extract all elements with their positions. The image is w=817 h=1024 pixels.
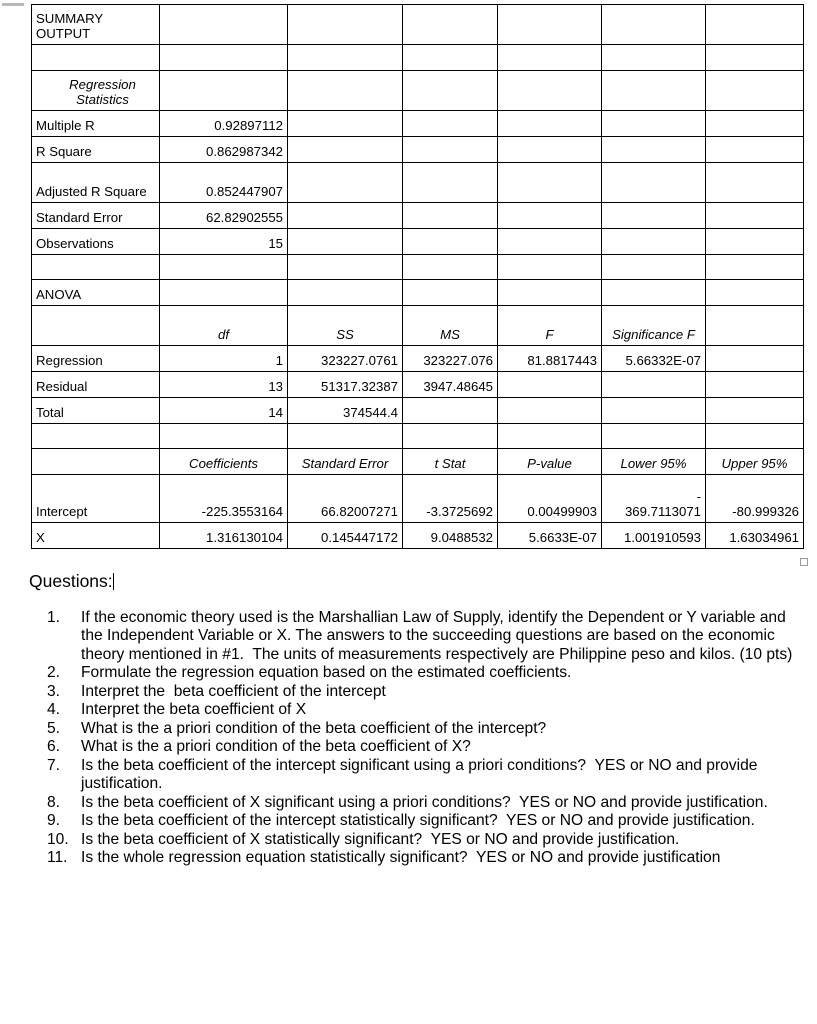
empty-cell[interactable]: [288, 424, 403, 449]
anova-f[interactable]: [498, 372, 602, 398]
regression-output-table[interactable]: [31, 4, 804, 549]
table-row-anova-regression: [32, 346, 804, 372]
anova-f[interactable]: [498, 398, 602, 424]
table-row-observations: [32, 229, 804, 255]
empty-cell[interactable]: [498, 424, 602, 449]
empty-cell[interactable]: [498, 5, 602, 45]
empty-cell[interactable]: [498, 255, 602, 280]
list-item: [29, 831, 809, 849]
table-row-anova-total: [32, 398, 804, 424]
table-row-anova-label: [32, 280, 804, 306]
empty-cell[interactable]: [403, 255, 498, 280]
empty-cell[interactable]: [403, 424, 498, 449]
empty-cell[interactable]: [288, 163, 403, 203]
list-item: [29, 738, 809, 756]
empty-cell[interactable]: [706, 71, 804, 111]
question-text: Is the beta coefficient of the intercept statistically significant? YES or NO and provide justification.: [81, 812, 755, 830]
question-number: 7.: [47, 756, 61, 774]
empty-cell[interactable]: [498, 71, 602, 111]
stat-value[interactable]: 15: [160, 229, 288, 255]
question-text: Interpret the beta coefficient of the intercept: [81, 682, 386, 700]
summary-output-line-2: OUTPUT: [36, 26, 91, 42]
empty-cell[interactable]: [706, 398, 804, 424]
coef-header-coefficients[interactable]: Coefficients: [160, 449, 288, 475]
empty-cell[interactable]: [160, 280, 288, 306]
empty-cell[interactable]: [602, 71, 706, 111]
empty-cell[interactable]: [32, 45, 160, 71]
empty-cell[interactable]: [706, 45, 804, 71]
anova-label[interactable]: ANOVA: [32, 280, 160, 306]
anova-header-ss[interactable]: SS: [288, 306, 403, 346]
summary-output-cell[interactable]: [32, 5, 160, 45]
stat-value[interactable]: 0.852447907: [160, 163, 288, 203]
empty-cell[interactable]: [498, 111, 602, 137]
empty-cell[interactable]: [288, 45, 403, 71]
table-row-multiple-r: [32, 111, 804, 137]
question-number: 6.: [47, 738, 61, 756]
empty-cell[interactable]: [602, 137, 706, 163]
empty-cell[interactable]: [288, 255, 403, 280]
empty-cell[interactable]: [602, 255, 706, 280]
table-row-spacer: [32, 424, 804, 449]
coef-standard-error[interactable]: 0.145447172: [288, 523, 403, 549]
empty-cell[interactable]: [706, 424, 804, 449]
anova-df[interactable]: 14: [160, 398, 288, 424]
question-number: 8.: [47, 793, 61, 811]
significance-f-label: Significance F: [612, 327, 695, 343]
question-number: 1.: [47, 608, 61, 626]
table-resize-handle[interactable]: [800, 558, 808, 566]
empty-cell[interactable]: [602, 424, 706, 449]
coef-lower-95-minus-sign: -: [696, 488, 701, 504]
coef-lower-95[interactable]: 1.001910593: [602, 523, 706, 549]
coef-term[interactable]: X: [32, 523, 160, 549]
empty-cell[interactable]: [32, 424, 160, 449]
question-text: Interpret the beta coefficient of X: [81, 701, 307, 719]
table-row-standard-error: [32, 203, 804, 229]
list-item: [29, 701, 809, 719]
empty-cell[interactable]: [403, 203, 498, 229]
stat-value[interactable]: 0.862987342: [160, 137, 288, 163]
list-item: [29, 609, 809, 664]
coef-header-upper-95[interactable]: Upper 95%: [706, 449, 804, 475]
empty-cell[interactable]: [706, 203, 804, 229]
coef-standard-error[interactable]: 66.82007271: [288, 475, 403, 523]
empty-cell[interactable]: [403, 229, 498, 255]
anova-header-f[interactable]: F: [498, 306, 602, 346]
anova-ms[interactable]: [403, 398, 498, 424]
coef-coefficient[interactable]: -225.3553164: [160, 475, 288, 523]
question-text: If the economic theory used is the Marshallian Law of Supply, identify the Dependent or Y variable and the Independent Variable or X. The answers to the succeeding questions are based on the economic theory mentioned in #1. The units of measurements respectively are Philippine peso and kilos. (10 pts): [81, 608, 793, 663]
empty-cell[interactable]: [288, 137, 403, 163]
coef-lower-95-digits: 369.7113071: [624, 504, 701, 520]
question-text: What is the a priori condition of the beta coefficient of X?: [81, 738, 471, 756]
question-text: Is the beta coefficient of X significant using a priori conditions? YES or NO and provide justification.: [81, 793, 768, 811]
empty-cell[interactable]: [602, 45, 706, 71]
anova-df[interactable]: 13: [160, 372, 288, 398]
empty-cell[interactable]: [160, 424, 288, 449]
empty-cell[interactable]: [498, 163, 602, 203]
anova-significance-f[interactable]: [602, 398, 706, 424]
table-row-anova-residual: [32, 372, 804, 398]
empty-cell[interactable]: [498, 229, 602, 255]
question-number: 2.: [47, 664, 61, 682]
empty-cell[interactable]: [160, 71, 288, 111]
coef-t-stat[interactable]: 9.0488532: [403, 523, 498, 549]
anova-source[interactable]: Regression: [32, 346, 160, 372]
regression-statistics-label: Regression Statistics: [69, 76, 136, 108]
stat-value[interactable]: 0.92897112: [160, 111, 288, 137]
empty-cell[interactable]: [706, 346, 804, 372]
empty-cell[interactable]: [498, 137, 602, 163]
regression-statistics-header-cell[interactable]: [32, 71, 160, 111]
empty-cell[interactable]: [32, 449, 160, 475]
empty-cell[interactable]: [160, 255, 288, 280]
anova-header-df[interactable]: df: [160, 306, 288, 346]
page-edge-marker: [2, 3, 24, 6]
empty-cell[interactable]: [706, 5, 804, 45]
list-item: [29, 720, 809, 738]
empty-cell[interactable]: [288, 5, 403, 45]
anova-significance-f[interactable]: [602, 372, 706, 398]
anova-df[interactable]: 1: [160, 346, 288, 372]
questions-list: [29, 609, 809, 868]
question-number: 3.: [47, 682, 61, 700]
table-row-coefficient-intercept: [32, 475, 804, 523]
empty-cell[interactable]: [706, 280, 804, 306]
anova-ss[interactable]: 374544.4: [288, 398, 403, 424]
empty-cell[interactable]: [706, 137, 804, 163]
anova-source[interactable]: Residual: [32, 372, 160, 398]
empty-cell[interactable]: [403, 137, 498, 163]
empty-cell[interactable]: [602, 163, 706, 203]
empty-cell[interactable]: [403, 163, 498, 203]
question-text: Is the whole regression equation statistically significant? YES or NO and provide justification: [81, 848, 721, 866]
anova-ss[interactable]: 323227.0761: [288, 346, 403, 372]
table-row-anova-headers: [32, 306, 804, 346]
table-row-spacer: [32, 255, 804, 280]
table-row-spacer: [32, 45, 804, 71]
coef-upper-95[interactable]: 1.63034961: [706, 523, 804, 549]
list-item: [29, 794, 809, 812]
questions-heading-label: Questions:: [29, 571, 113, 591]
empty-cell[interactable]: [706, 111, 804, 137]
stat-label[interactable]: Standard Error: [32, 203, 160, 229]
coef-lower-95[interactable]: [602, 475, 706, 523]
list-item: [29, 812, 809, 830]
empty-cell[interactable]: [403, 5, 498, 45]
empty-cell[interactable]: [288, 203, 403, 229]
coef-upper-95[interactable]: -80.999326: [706, 475, 804, 523]
empty-cell[interactable]: [403, 45, 498, 71]
empty-cell[interactable]: [288, 280, 403, 306]
question-text: What is the a priori condition of the beta coefficient of the intercept?: [81, 719, 547, 737]
questions-section: [29, 571, 809, 867]
stat-label[interactable]: R Square: [32, 137, 160, 163]
question-number: 10.: [47, 830, 69, 848]
anova-ms[interactable]: 323227.076: [403, 346, 498, 372]
empty-cell[interactable]: [602, 5, 706, 45]
coef-header-standard-error[interactable]: Standard Error: [288, 449, 403, 475]
question-number: 9.: [47, 812, 61, 830]
questions-heading: [29, 571, 114, 593]
anova-f[interactable]: 81.8817443: [498, 346, 602, 372]
anova-ms[interactable]: 3947.48645: [403, 372, 498, 398]
empty-cell[interactable]: [602, 280, 706, 306]
empty-cell[interactable]: [706, 229, 804, 255]
coef-header-lower-95[interactable]: Lower 95%: [602, 449, 706, 475]
question-number: 5.: [47, 719, 61, 737]
question-text: Formulate the regression equation based on the estimated coefficients.: [81, 664, 572, 682]
list-item: [29, 757, 809, 794]
text-cursor-caret: [113, 573, 115, 590]
empty-cell[interactable]: [498, 45, 602, 71]
empty-cell[interactable]: [288, 229, 403, 255]
stat-label[interactable]: Observations: [32, 229, 160, 255]
stat-value[interactable]: 62.82902555: [160, 203, 288, 229]
anova-source[interactable]: Total: [32, 398, 160, 424]
anova-header-significance-f[interactable]: [602, 306, 706, 346]
coef-p-value[interactable]: 0.00499903: [498, 475, 602, 523]
table-row-coefficient-headers: [32, 449, 804, 475]
empty-cell[interactable]: [288, 71, 403, 111]
coef-header-p-value[interactable]: P-value: [498, 449, 602, 475]
empty-cell[interactable]: [160, 45, 288, 71]
table-row-r-square: [32, 137, 804, 163]
empty-cell[interactable]: [602, 229, 706, 255]
empty-cell[interactable]: [602, 203, 706, 229]
table-row-adjusted-r-square: [32, 163, 804, 203]
anova-significance-f[interactable]: 5.66332E-07: [602, 346, 706, 372]
empty-cell[interactable]: [288, 111, 403, 137]
coef-p-value[interactable]: 5.6633E-07: [498, 523, 602, 549]
empty-cell[interactable]: [706, 255, 804, 280]
empty-cell[interactable]: [403, 71, 498, 111]
coef-coefficient[interactable]: 1.316130104: [160, 523, 288, 549]
empty-cell[interactable]: [602, 111, 706, 137]
summary-output-line-1: SUMMARY: [36, 10, 104, 26]
anova-header-ms[interactable]: MS: [403, 306, 498, 346]
empty-cell[interactable]: [160, 5, 288, 45]
anova-ss[interactable]: 51317.32387: [288, 372, 403, 398]
coef-term[interactable]: Intercept: [32, 475, 160, 523]
regression-output-table-container: [31, 4, 803, 549]
list-item: [29, 664, 809, 682]
empty-cell[interactable]: [32, 306, 160, 346]
empty-cell[interactable]: [32, 255, 160, 280]
coef-header-t-stat[interactable]: t Stat: [403, 449, 498, 475]
question-text: Is the beta coefficient of the intercept significant using a priori conditions? YES or NO and provide justification.: [81, 756, 762, 793]
empty-cell[interactable]: [706, 163, 804, 203]
empty-cell[interactable]: [706, 306, 804, 346]
coef-t-stat[interactable]: -3.3725692: [403, 475, 498, 523]
stat-label[interactable]: Multiple R: [32, 111, 160, 137]
list-item: [29, 849, 809, 867]
empty-cell[interactable]: [498, 280, 602, 306]
table-row-regression-statistics-header: [32, 71, 804, 111]
table-row-summary-output: [32, 5, 804, 45]
question-number: 11.: [47, 848, 68, 866]
list-item: [29, 683, 809, 701]
empty-cell[interactable]: [498, 203, 602, 229]
question-text: Is the beta coefficient of X statistically significant? YES or NO and provide justification.: [81, 830, 680, 848]
empty-cell[interactable]: [706, 372, 804, 398]
stat-label[interactable]: Adjusted R Square: [32, 163, 160, 203]
empty-cell[interactable]: [403, 111, 498, 137]
table-row-coefficient-x: [32, 523, 804, 549]
question-number: 4.: [47, 701, 61, 719]
empty-cell[interactable]: [403, 280, 498, 306]
